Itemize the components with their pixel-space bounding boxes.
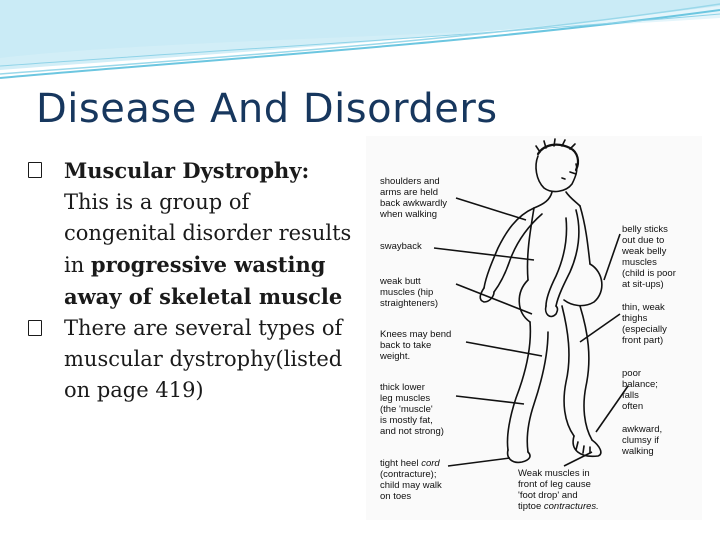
bullet-text: There are several types of muscular dystrophy(listed on page 419) xyxy=(64,316,343,402)
bullet-lead: Muscular Dystrophy: xyxy=(64,158,310,183)
bullet-list xyxy=(26,155,356,406)
square-bullet-icon xyxy=(28,162,42,178)
label-swayback: swayback xyxy=(380,241,422,252)
label-weak-butt: weak butt muscles (hip straighteners) xyxy=(380,276,439,309)
muscular-dystrophy-figure xyxy=(366,136,702,520)
label-thin-thighs: thin, weak thighs (especially front part) xyxy=(622,302,667,346)
bullet-emphasis: progressive wasting away of skeletal muscle xyxy=(64,252,343,309)
label-thick-lower-leg: thick lower leg muscles (the 'muscle' is mostly fat, and not strong) xyxy=(380,382,444,437)
label-poor-balance: poor balance; falls often xyxy=(622,368,658,412)
bullet-item-types xyxy=(26,313,356,406)
label-belly: belly sticks out due to weak belly muscles (child is poor at sit-ups) xyxy=(622,224,676,290)
header-wave-decoration xyxy=(0,0,720,90)
label-weak-front-leg: Weak muscles in front of leg cause 'foot drop' and tiptoe contractures. xyxy=(518,468,599,512)
label-knees: Knees may bend back to take weight. xyxy=(380,329,452,362)
square-bullet-icon xyxy=(28,320,42,336)
bullet-text: This is a group of congenital disorder results in xyxy=(64,190,352,277)
slide-title: Disease And Disorders xyxy=(36,86,498,132)
bullet-item-muscular-dystrophy xyxy=(26,155,356,313)
label-awkward: awkward, clumsy if walking xyxy=(622,424,663,457)
label-shoulders: shoulders and arms are held back awkwardly when walking xyxy=(380,176,448,220)
label-tight-heel: tight heel cord (contracture); child may walk on toes xyxy=(380,458,442,502)
